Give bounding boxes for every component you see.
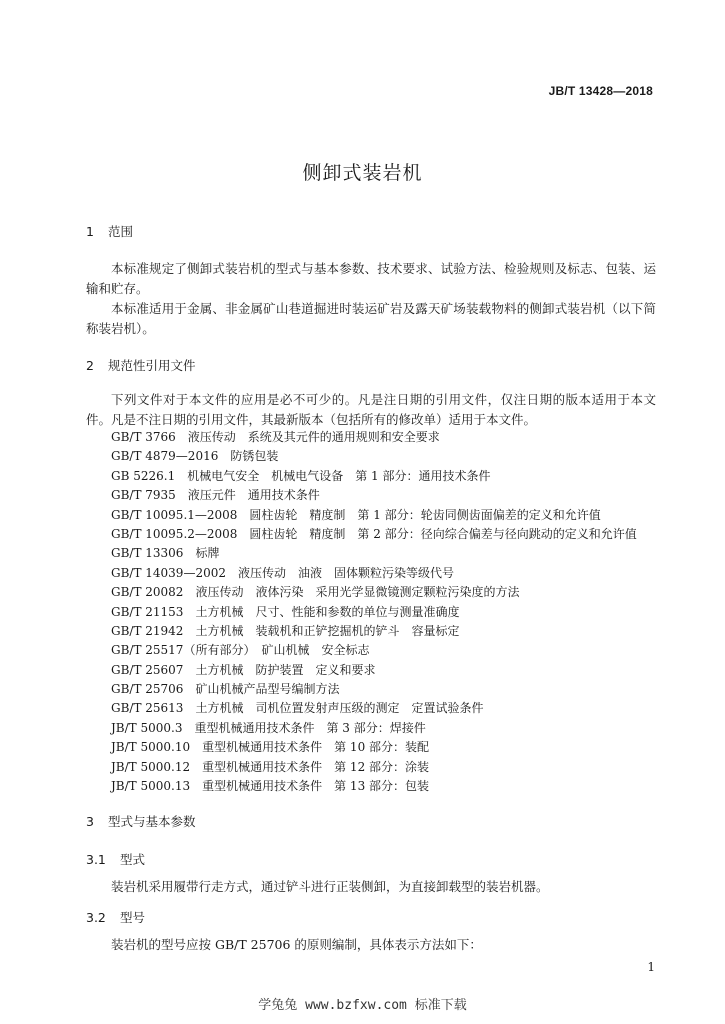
reference-item: GB/T 13306 标牌 bbox=[111, 546, 220, 561]
section-title: 范围 bbox=[107, 224, 133, 239]
reference-item: GB/T 21942 土方机械 装载机和正铲挖掘机的铲斗 容量标定 bbox=[111, 623, 460, 638]
document-title: 侧卸式装岩机 bbox=[302, 162, 423, 184]
reference-item: GB/T 25706 矿山机械产品型号编制方法 bbox=[111, 682, 340, 697]
reference-item: GB/T 20082 液压传动 液体污染 采用光学显微镜测定颗粒污染度的方法 bbox=[111, 585, 520, 600]
subsection-title: 型号 bbox=[119, 910, 145, 925]
reference-item: GB/T 4879—2016 防锈包装 bbox=[111, 449, 279, 464]
scope-paragraph-1: 本标准规定了侧卸式装岩机的型式与基本参数、技术要求、试验方法、检验规则及标志、包装、运输和贮存。 bbox=[86, 261, 656, 296]
reference-item: GB/T 10095.1—2008 圆柱齿轮 精度制 第 1 部分：轮齿同侧齿面偏差的定义和允许值 bbox=[111, 507, 601, 522]
section-title: 规范性引用文件 bbox=[107, 358, 196, 373]
reference-item: GB/T 3766 液压传动 系统及其元件的通用规则和安全要求 bbox=[111, 430, 440, 444]
section-number: 2 bbox=[86, 358, 94, 373]
reference-item: GB/T 21153 土方机械 尺寸、性能和参数的单位与测量准确度 bbox=[111, 604, 460, 619]
standard-number: JB/T 13428—2018 bbox=[548, 84, 653, 98]
reference-item: GB/T 10095.2—2008 圆柱齿轮 精度制 第 2 部分：径向综合偏差与径向跳动的定义和允许值 bbox=[111, 526, 637, 541]
reference-item: GB/T 25517（所有部分） 矿山机械 安全标志 bbox=[111, 643, 370, 658]
section-3-heading bbox=[86, 812, 196, 830]
reference-item: GB 5226.1 机械电气安全 机械电气设备 第 1 部分：通用技术条件 bbox=[111, 468, 491, 483]
reference-item: GB/T 7935 液压元件 通用技术条件 bbox=[111, 488, 320, 503]
references-intro: 下列文件对于本文件的应用是必不可少的。凡是注日期的引用文件，仅注日期的版本适用于本文件。凡是不注日期的引用文件，其最新版本（包括所有的修改单）适用于本文件。 bbox=[86, 392, 656, 427]
page-number: 1 bbox=[647, 960, 655, 974]
subsection-number: 3.1 bbox=[86, 852, 106, 867]
section-number: 1 bbox=[86, 224, 94, 239]
reference-item: JB/T 5000.10 重型机械通用技术条件 第 10 部分：装配 bbox=[111, 740, 430, 755]
reference-list bbox=[111, 428, 671, 796]
section-3-1-heading bbox=[86, 850, 145, 868]
footer-watermark: 学兔兔 www.bzfxw.com 标准下载 bbox=[258, 998, 467, 1013]
reference-item: JB/T 5000.13 重型机械通用技术条件 第 13 部分：包装 bbox=[111, 779, 430, 794]
reference-item: JB/T 5000.12 重型机械通用技术条件 第 12 部分：涂装 bbox=[111, 759, 430, 774]
scope-paragraph-2: 本标准适用于金属、非金属矿山巷道掘进时装运矿岩及露天矿场装载物料的侧卸式装岩机（以下简称装岩机）。 bbox=[86, 301, 656, 336]
section-title: 型式与基本参数 bbox=[107, 814, 196, 829]
reference-item: GB/T 25613 土方机械 司机位置发射声压级的测定 定置试验条件 bbox=[111, 701, 484, 716]
subsection-title: 型式 bbox=[119, 852, 145, 867]
subsection-number: 3.2 bbox=[86, 910, 106, 925]
reference-item: JB/T 5000.3 重型机械通用技术条件 第 3 部分：焊接件 bbox=[111, 720, 426, 735]
section-1-heading bbox=[86, 222, 133, 240]
reference-item: GB/T 14039—2002 液压传动 油液 固体颗粒污染等级代号 bbox=[111, 565, 454, 580]
section-number: 3 bbox=[86, 814, 94, 829]
reference-item: GB/T 25607 土方机械 防护装置 定义和要求 bbox=[111, 662, 376, 677]
section-3-1-text: 装岩机采用履带行走方式，通过铲斗进行正装侧卸，为直接卸载型的装岩机器。 bbox=[111, 879, 549, 894]
section-3-2-heading bbox=[86, 908, 145, 926]
section-2-heading bbox=[86, 356, 196, 374]
section-3-2-text: 装岩机的型号应按 GB/T 25706 的原则编制，具体表示方法如下： bbox=[111, 937, 482, 952]
